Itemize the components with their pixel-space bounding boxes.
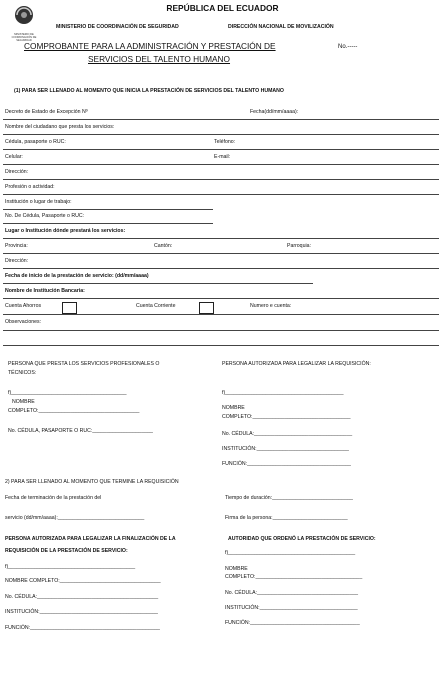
provider-title-line1: PERSONA QUE PRESTA LOS SERVICIOS PROFESIONALES O <box>8 361 160 367</box>
authorizer-signature-field[interactable]: f)_________________________________________ <box>222 390 344 396</box>
authorizer-name-label: NOMBRE <box>222 405 245 411</box>
provider-name-label: NOMBRE <box>12 399 35 405</box>
ordering-institution-field[interactable]: INSTITUCIÓN:__________________________________ <box>225 605 358 611</box>
ministry-name: MINISTERIO DE COORDINACIÓN DE SEGURIDAD <box>56 24 179 30</box>
workplace-label[interactable]: Institución o lugar de trabajo: <box>5 199 72 205</box>
profession-label[interactable]: Profesión o actividad: <box>5 184 55 190</box>
provider-signature-field[interactable]: f)________________________________________ <box>8 390 127 396</box>
provider-id-field[interactable]: No. CÉDULA, PASAPORTE O RUC:_____________________ <box>8 428 153 434</box>
rule <box>3 238 439 239</box>
authorizer-function-field[interactable]: FUNCIÓN:____________________________________ <box>222 461 351 467</box>
authorizer-institution-field[interactable]: INSTITUCIÓN:________________________________ <box>222 446 349 452</box>
provider-title-line2: TÉCNICOS: <box>8 370 37 376</box>
cell-label[interactable]: Celular: <box>5 154 23 160</box>
finalizer-institution-field[interactable]: INSTITUCIÓN:_________________________________________ <box>5 609 158 615</box>
rule <box>3 134 439 135</box>
section1-heading: (1) PARA SER LLENADO AL MOMENTO QUE INICIA LA PRESTACIÓN DE SERVICIOS DEL TALENTO HUMANO <box>14 88 284 94</box>
canton-label[interactable]: Cantón: <box>154 243 173 249</box>
checking-label: Cuenta Corriente <box>136 303 176 309</box>
phone-label[interactable]: Teléfono: <box>214 139 236 145</box>
rule <box>3 253 439 254</box>
logo-caption: MINISTERIO DE COORDINACIÓN DE SEGURIDAD <box>11 33 37 42</box>
start-date-label[interactable]: Fecha de inicio de la prestación de servicio: (dd/mm/aaaa) <box>5 273 149 279</box>
rule <box>3 149 439 150</box>
date-label[interactable]: Fecha(dd/mm/aaaa): <box>250 109 299 115</box>
decree-label[interactable]: Decreto de Estado de Excepción Nº <box>5 109 88 115</box>
direction-name: DIRECCIÓN NACIONAL DE MOVILIZACIÓN <box>228 24 334 30</box>
section2-heading: 2) PARA SER LLENADO AL MOMENTO QUE TERMINE LA REQUISICIÓN <box>5 479 179 485</box>
authorizer-id-field[interactable]: No. CÉDULA:__________________________________ <box>222 431 353 437</box>
rule <box>3 179 439 180</box>
email-label[interactable]: E-mail: <box>214 154 231 160</box>
end-date-field[interactable]: servicio (dd/mm/aaaa):______________________________ <box>5 515 145 521</box>
finalizer-title-line2: REQUISICIÓN DE LA PRESTACIÓN DE SERVICIO: <box>5 548 128 554</box>
end-date-label-line1: Fecha de terminación de la prestación del <box>5 495 102 501</box>
ordering-signature-field[interactable]: f)____________________________________________ <box>225 550 356 556</box>
rule <box>3 314 439 315</box>
rule <box>3 345 439 346</box>
address-label[interactable]: Dirección: <box>5 169 29 175</box>
province-label[interactable]: Provincia: <box>5 243 28 249</box>
rule <box>3 298 439 299</box>
ordering-name-label: NOMBRE <box>225 566 248 572</box>
service-place-label[interactable]: Lugar o Institución dónde prestará los servicios: <box>5 228 126 234</box>
authorizer-name-field[interactable]: COMPLETO:__________________________________ <box>222 414 351 420</box>
provider-name-field[interactable]: COMPLETO:___________________________________ <box>8 408 140 414</box>
savings-label: Cuenta Ahorros <box>5 303 42 309</box>
parish-label[interactable]: Parroquia: <box>287 243 311 249</box>
ordering-function-field[interactable]: FUNCIÓN:______________________________________ <box>225 620 360 626</box>
finalizer-function-field[interactable]: FUNCIÓN:_____________________________________________ <box>5 625 160 631</box>
bank-label[interactable]: Nombre de Institución Bancaria: <box>5 288 85 294</box>
account-number-label[interactable]: Numero e cuenta: <box>250 303 292 309</box>
document-title-line2: SERVICIOS DEL TALENTO HUMANO <box>88 54 231 64</box>
id-label[interactable]: Cédula, pasaporte o RUC: <box>5 139 66 145</box>
rule <box>3 164 439 165</box>
rule <box>3 223 213 224</box>
document-title-line1: COMPROBANTE PARA LA ADMINISTRACIÓN Y PRESTACIÓN DE <box>24 41 276 51</box>
finalizer-id-field[interactable]: No. CÉDULA:__________________________________________ <box>5 594 159 600</box>
rule <box>3 119 439 120</box>
ordering-authority-title: AUTORIDAD QUE ORDENÓ LA PRESTACIÓN DE SERVICIO: <box>228 536 376 542</box>
duration-field[interactable]: Tiempo de duración:____________________________ <box>225 495 353 501</box>
rule <box>3 283 313 284</box>
rule <box>3 194 439 195</box>
republic-title: REPÚBLICA DEL ECUADOR <box>166 3 279 13</box>
ordering-name-field[interactable]: COMPLETO:_____________________________________ <box>225 574 363 580</box>
person-signature-field[interactable]: Firma de la persona:__________________________ <box>225 515 348 521</box>
finalizer-title-line1: PERSONA AUTORIZADA PARA LEGALIZAR LA FINALIZACIÓN DE LA <box>5 536 176 542</box>
rule <box>3 209 213 210</box>
id-number-label[interactable]: No. De Cédula, Pasaporte o RUC: <box>5 213 85 219</box>
rule <box>3 268 439 269</box>
ordering-id-field[interactable]: No. CÉDULA:___________________________________ <box>225 590 358 596</box>
checking-checkbox[interactable] <box>199 302 214 314</box>
finalizer-name-field[interactable]: NOMBRE COMPLETO:___________________________________ <box>5 578 161 584</box>
observations-label[interactable]: Observaciones: <box>5 319 42 325</box>
finalizer-signature-field[interactable]: f)____________________________________________ <box>5 564 136 570</box>
citizen-name-label[interactable]: Nombre del ciudadano que presta los servicios: <box>5 124 115 130</box>
authorizer-title: PERSONA AUTORIZADA PARA LEGALIZAR LA REQUISICIÓN: <box>222 361 371 367</box>
address2-label[interactable]: Dirección: <box>5 258 29 264</box>
savings-checkbox[interactable] <box>62 302 77 314</box>
document-number: No.----- <box>338 44 358 50</box>
rule <box>3 330 439 331</box>
